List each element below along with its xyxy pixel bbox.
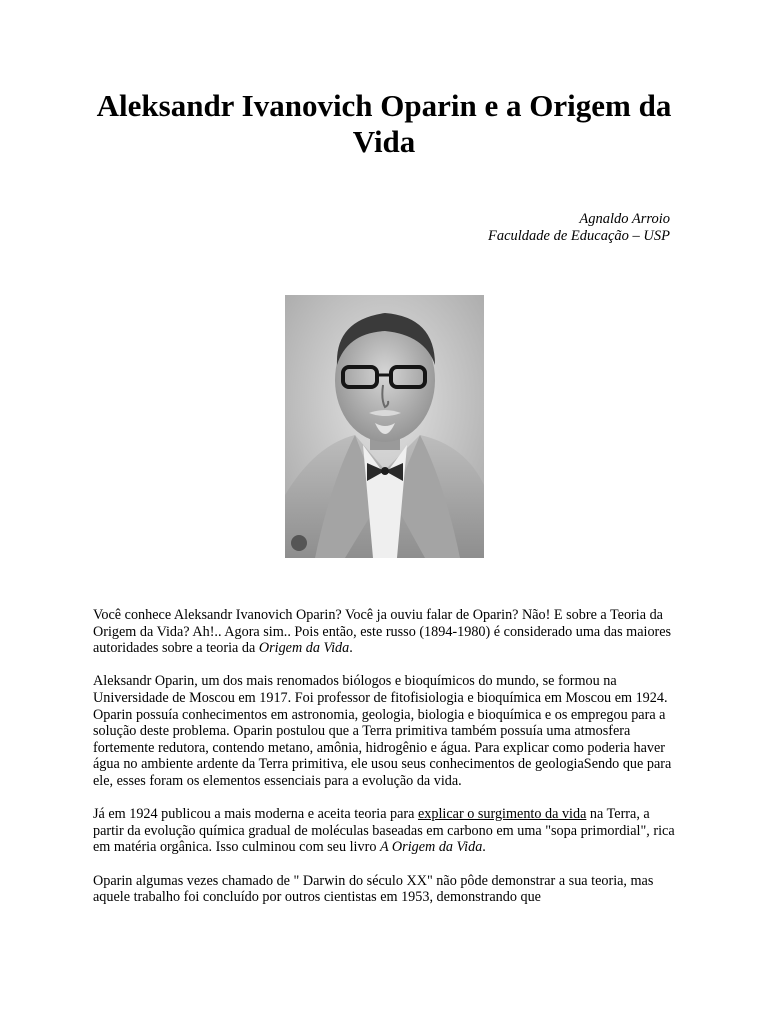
paragraph-1-text: Você conhece Aleksandr Ivanovich Oparin? Você ja ouviu falar de Oparin? Não! E sobre a Teoria da Origem da Vida? Ah!.. Agora sim.. Pois então, este russo (1894-1980) é considerado uma das maiores autoridades sobre a teoria da xyxy=(93,607,672,657)
book-title-emphasis: A Origem da Vida xyxy=(379,839,483,856)
paragraph-3-text-continued: na Terra, a partir da evolução química gradual de moléculas baseadas em carbono em uma "sopa primordial", rica em matéria orgânica. Isso culminou com seu livro xyxy=(93,806,675,856)
origin-of-life-link[interactable]: explicar o surgimento da vida xyxy=(418,806,587,823)
paragraph-1-end: . xyxy=(349,640,353,657)
portrait-photo xyxy=(285,295,484,558)
paragraph-1 xyxy=(93,607,683,657)
paragraph-2: Aleksandr Oparin, um dos mais renomados biólogos e bioquímicos do mundo, se formou na Universidade de Moscou em 1917. Foi professor de fitofisiologia e bioquímica em Moscou em 1924. Oparin possuía conhecimentos em astronomia, geologia, biologia e bioquímica e os empregou para a solução deste problema. Oparin postulou que a Terra primitiva também possuía uma atmosfera fortemente redutora, contendo metano, amônia, hidrogênio e água. Para explicar como poderia haver água no ambiente ardente da Terra primitiva, ele usou seus conhecimentos de geologiaSendo que para ele, esses foram os elementos essenciais para a evolução da vida. xyxy=(93,673,672,789)
page-title: Aleksandr Ivanovich Oparin e a Origem da Vida xyxy=(96,88,672,159)
paragraph-3 xyxy=(93,806,683,856)
paragraph-3-end: . xyxy=(482,839,486,856)
byline xyxy=(488,211,670,245)
author-name: Agnaldo Arroio xyxy=(579,211,670,227)
paragraph-3-text: Já em 1924 publicou a mais moderna e aceita teoria para xyxy=(93,806,418,823)
portrait-photo-icon xyxy=(285,295,484,558)
author-affiliation: Faculdade de Educação – USP xyxy=(487,228,670,244)
paragraph-1-emphasis: Origem da Vida xyxy=(258,640,350,657)
article-body xyxy=(93,607,683,922)
paragraph-4: Oparin algumas vezes chamado de " Darwin do século XX" não pôde demonstrar a sua teoria, mas aquele trabalho foi concluído por outros cientistas em 1953, demonstrando que xyxy=(93,872,654,906)
